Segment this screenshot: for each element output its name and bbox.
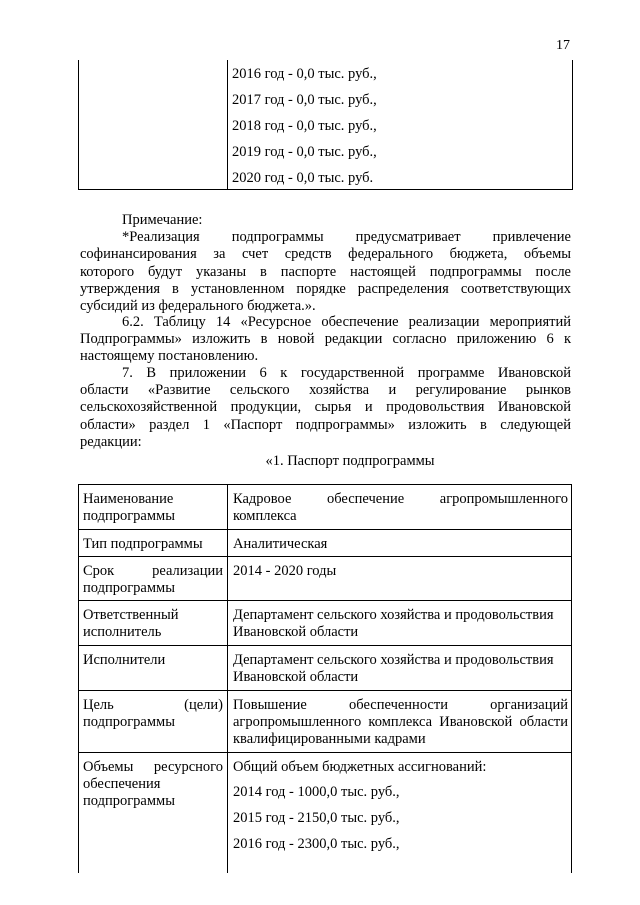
funding-table-continuation <box>78 60 572 190</box>
row-label: Ответственный исполнитель <box>83 607 179 641</box>
note-line: софинансирования за счет средств федерального бюджета, объемы <box>80 246 571 263</box>
table-row <box>78 752 572 873</box>
row-value: Аналитическая <box>233 536 328 552</box>
paragraph-line: редакции: <box>80 433 142 450</box>
note-line: субсидий из федерального бюджета.». <box>80 298 316 315</box>
funding-line: 2018 год - 0,0 тыс. руб., <box>232 118 377 134</box>
note <box>80 212 571 315</box>
funding-line: 2019 год - 0,0 тыс. руб., <box>232 144 377 160</box>
paragraph-line: области «Развитие сельского хозяйства и регулирование рынков <box>80 382 571 399</box>
row-label: Срок реализации подпрограммы <box>83 563 223 597</box>
row-value: Департамент сельского хозяйства и продовольствия Ивановской области <box>233 652 554 686</box>
section-title: «1. Паспорт подпрограммы <box>265 453 435 469</box>
note-line: *Реализация подпрограммы предусматривает привлечение <box>122 229 571 246</box>
paragraph-line: настоящему постановлению. <box>80 348 259 365</box>
paragraph-line: 6.2. Таблицу 14 «Ресурсное обеспечение реализации мероприятий <box>122 314 571 330</box>
paragraph-6-2 <box>80 314 571 366</box>
row-value: Общий объем бюджетных ассигнований: <box>233 759 487 775</box>
table-row <box>78 484 572 530</box>
table-row <box>78 645 572 691</box>
page-number: 17 <box>556 38 570 53</box>
row-label: Тип подпрограммы <box>83 536 203 552</box>
table-row <box>78 690 572 753</box>
row-label: Исполнители <box>83 652 166 668</box>
row-label: Объемы ресурсного обеспечения подпрограммы <box>83 759 223 810</box>
funding-line: 2017 год - 0,0 тыс. руб., <box>232 92 377 108</box>
row-label: Цель (цели) подпрограммы <box>83 697 223 731</box>
budget-line: 2014 год - 1000,0 тыс. руб., <box>233 784 400 800</box>
note-line: которого будут указаны в паспорте настоящей подпрограммы после <box>80 263 571 280</box>
row-value: Кадровое обеспечение агропромышленного комплекса <box>233 491 568 525</box>
note-heading: Примечание: <box>122 212 203 228</box>
budget-line: 2015 год - 2150,0 тыс. руб., <box>233 810 400 826</box>
table-row <box>78 600 572 646</box>
table-row <box>78 556 572 601</box>
paragraph-7 <box>80 365 571 451</box>
table-row <box>78 529 572 557</box>
row-label: Наименование подпрограммы <box>83 491 175 525</box>
funding-line: 2020 год - 0,0 тыс. руб. <box>232 170 374 186</box>
funding-line: 2016 год - 0,0 тыс. руб., <box>232 66 377 82</box>
row-value: Повышение обеспеченности организаций агропромышленного комплекса Ивановской области квалифицированными кадрами <box>233 697 568 748</box>
row-value: Департамент сельского хозяйства и продовольствия Ивановской области <box>233 607 554 641</box>
budget-line: 2016 год - 2300,0 тыс. руб., <box>233 836 400 852</box>
row-value: 2014 - 2020 годы <box>233 563 337 579</box>
note-line: утверждения в установленном порядке распределения соответствующих <box>80 280 571 297</box>
paragraph-line: сельскохозяйственной продукции, сырья и продовольствия Ивановской <box>80 399 571 416</box>
paragraph-line: Подпрограммы» изложить в новой редакции согласно приложению 6 к <box>80 331 571 348</box>
paragraph-line: области» раздел 1 «Паспорт подпрограммы» изложить в следующей <box>80 416 571 433</box>
paragraph-line: 7. В приложении 6 к государственной программе Ивановской <box>122 365 571 381</box>
